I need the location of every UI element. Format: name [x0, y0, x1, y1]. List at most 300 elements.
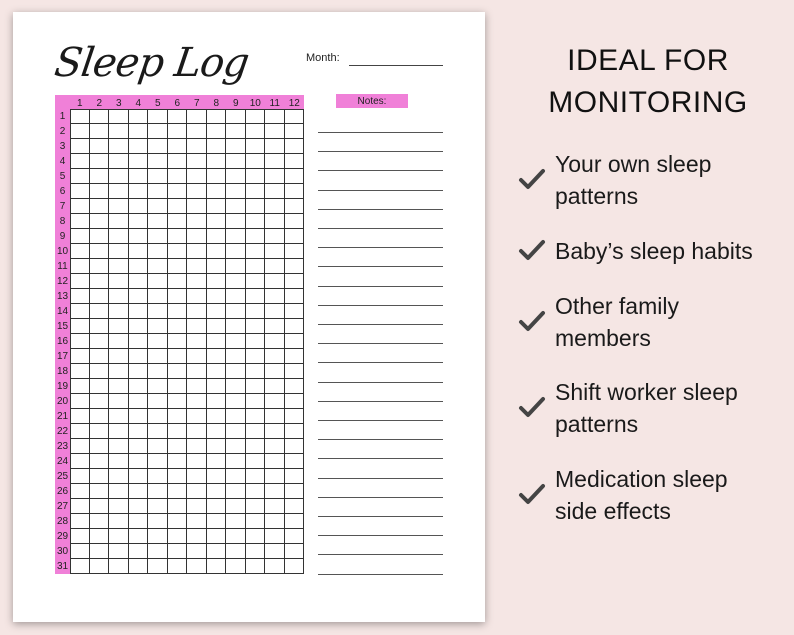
- sleep-grid-cell[interactable]: [70, 484, 90, 499]
- sleep-grid-cell[interactable]: [187, 319, 207, 334]
- sleep-grid-cell[interactable]: [207, 334, 227, 349]
- sleep-grid-cell[interactable]: [187, 199, 207, 214]
- sleep-grid-cell[interactable]: [109, 124, 129, 139]
- sleep-grid-cell[interactable]: [265, 304, 285, 319]
- sleep-grid-cell[interactable]: [148, 499, 168, 514]
- sleep-grid-cell[interactable]: [226, 409, 246, 424]
- sleep-grid-cell[interactable]: [148, 409, 168, 424]
- sleep-grid-cell[interactable]: [70, 229, 90, 244]
- sleep-grid-cell[interactable]: [246, 124, 266, 139]
- sleep-grid-cell[interactable]: [129, 139, 149, 154]
- sleep-grid-cell[interactable]: [187, 409, 207, 424]
- sleep-grid-cell[interactable]: [246, 304, 266, 319]
- sleep-grid-cell[interactable]: [285, 349, 305, 364]
- sleep-grid-cell[interactable]: [90, 469, 110, 484]
- sleep-grid-cell[interactable]: [148, 394, 168, 409]
- sleep-grid-cell[interactable]: [90, 214, 110, 229]
- sleep-grid-cell[interactable]: [90, 514, 110, 529]
- sleep-grid-cell[interactable]: [207, 184, 227, 199]
- sleep-grid-cell[interactable]: [129, 469, 149, 484]
- sleep-grid-cell[interactable]: [90, 184, 110, 199]
- sleep-grid-cell[interactable]: [109, 409, 129, 424]
- note-line[interactable]: [318, 170, 443, 171]
- sleep-grid-cell[interactable]: [226, 364, 246, 379]
- sleep-grid-cell[interactable]: [265, 139, 285, 154]
- sleep-grid-cell[interactable]: [109, 529, 129, 544]
- sleep-grid-cell[interactable]: [129, 424, 149, 439]
- sleep-grid-cell[interactable]: [285, 214, 305, 229]
- sleep-grid-cell[interactable]: [187, 139, 207, 154]
- sleep-grid-cell[interactable]: [285, 559, 305, 574]
- sleep-grid-cell[interactable]: [109, 469, 129, 484]
- sleep-grid-cell[interactable]: [148, 484, 168, 499]
- sleep-grid-cell[interactable]: [90, 424, 110, 439]
- sleep-grid-cell[interactable]: [246, 409, 266, 424]
- note-line[interactable]: [318, 516, 443, 517]
- note-line[interactable]: [318, 458, 443, 459]
- sleep-grid-cell[interactable]: [70, 124, 90, 139]
- sleep-grid-cell[interactable]: [285, 544, 305, 559]
- sleep-grid-cell[interactable]: [90, 199, 110, 214]
- sleep-grid-cell[interactable]: [129, 454, 149, 469]
- sleep-grid-cell[interactable]: [168, 214, 188, 229]
- sleep-grid-cell[interactable]: [187, 244, 207, 259]
- sleep-grid-cell[interactable]: [129, 169, 149, 184]
- sleep-grid-cell[interactable]: [129, 319, 149, 334]
- sleep-grid-cell[interactable]: [90, 274, 110, 289]
- sleep-grid-cell[interactable]: [109, 214, 129, 229]
- sleep-grid-cell[interactable]: [246, 469, 266, 484]
- sleep-grid-cell[interactable]: [226, 109, 246, 124]
- sleep-grid-cell[interactable]: [265, 349, 285, 364]
- sleep-grid-cell[interactable]: [148, 304, 168, 319]
- sleep-grid-cell[interactable]: [129, 499, 149, 514]
- sleep-grid-cell[interactable]: [148, 259, 168, 274]
- sleep-grid-cell[interactable]: [265, 499, 285, 514]
- sleep-grid-cell[interactable]: [90, 544, 110, 559]
- sleep-grid-cell[interactable]: [70, 169, 90, 184]
- sleep-grid-cell[interactable]: [246, 169, 266, 184]
- sleep-grid-cell[interactable]: [129, 544, 149, 559]
- sleep-grid-cell[interactable]: [129, 289, 149, 304]
- sleep-grid-cell[interactable]: [285, 394, 305, 409]
- sleep-grid-cell[interactable]: [70, 559, 90, 574]
- sleep-grid-cell[interactable]: [265, 439, 285, 454]
- sleep-grid-cell[interactable]: [207, 499, 227, 514]
- sleep-grid-cell[interactable]: [207, 244, 227, 259]
- sleep-grid-cell[interactable]: [285, 334, 305, 349]
- sleep-grid-cell[interactable]: [207, 379, 227, 394]
- sleep-grid-cell[interactable]: [148, 349, 168, 364]
- sleep-grid-cell[interactable]: [187, 424, 207, 439]
- sleep-grid-cell[interactable]: [187, 499, 207, 514]
- sleep-grid-cell[interactable]: [246, 334, 266, 349]
- sleep-grid-cell[interactable]: [168, 379, 188, 394]
- sleep-grid-cell[interactable]: [129, 379, 149, 394]
- sleep-grid-cell[interactable]: [285, 484, 305, 499]
- sleep-grid-cell[interactable]: [265, 184, 285, 199]
- note-line[interactable]: [318, 478, 443, 479]
- sleep-grid-cell[interactable]: [90, 529, 110, 544]
- sleep-grid-cell[interactable]: [168, 499, 188, 514]
- sleep-grid-cell[interactable]: [285, 304, 305, 319]
- sleep-grid-cell[interactable]: [148, 274, 168, 289]
- sleep-grid-cell[interactable]: [207, 199, 227, 214]
- sleep-grid-cell[interactable]: [187, 229, 207, 244]
- sleep-grid-cell[interactable]: [265, 154, 285, 169]
- sleep-grid-cell[interactable]: [187, 109, 207, 124]
- sleep-grid-cell[interactable]: [246, 139, 266, 154]
- sleep-grid-cell[interactable]: [226, 514, 246, 529]
- sleep-grid-cell[interactable]: [246, 424, 266, 439]
- sleep-grid-cell[interactable]: [90, 319, 110, 334]
- sleep-grid-cell[interactable]: [109, 484, 129, 499]
- sleep-grid-cell[interactable]: [129, 559, 149, 574]
- sleep-grid-cell[interactable]: [109, 184, 129, 199]
- sleep-grid-cell[interactable]: [90, 304, 110, 319]
- sleep-grid-cell[interactable]: [148, 319, 168, 334]
- sleep-grid-cell[interactable]: [129, 514, 149, 529]
- sleep-grid-cell[interactable]: [207, 529, 227, 544]
- sleep-grid-cell[interactable]: [246, 529, 266, 544]
- sleep-grid-cell[interactable]: [226, 214, 246, 229]
- note-line[interactable]: [318, 151, 443, 152]
- sleep-grid-cell[interactable]: [265, 259, 285, 274]
- sleep-grid-cell[interactable]: [129, 304, 149, 319]
- sleep-grid-cell[interactable]: [285, 364, 305, 379]
- sleep-grid-cell[interactable]: [168, 184, 188, 199]
- sleep-grid-cell[interactable]: [265, 529, 285, 544]
- sleep-grid-cell[interactable]: [148, 214, 168, 229]
- sleep-grid-cell[interactable]: [168, 469, 188, 484]
- sleep-grid-cell[interactable]: [148, 514, 168, 529]
- sleep-grid-cell[interactable]: [285, 184, 305, 199]
- sleep-grid-cell[interactable]: [148, 289, 168, 304]
- note-line[interactable]: [318, 228, 443, 229]
- sleep-grid-cell[interactable]: [70, 529, 90, 544]
- sleep-grid-cell[interactable]: [285, 439, 305, 454]
- sleep-grid-cell[interactable]: [70, 514, 90, 529]
- sleep-grid-cell[interactable]: [265, 229, 285, 244]
- sleep-grid-cell[interactable]: [70, 154, 90, 169]
- sleep-grid-cell[interactable]: [265, 124, 285, 139]
- sleep-grid-cell[interactable]: [109, 439, 129, 454]
- sleep-grid-cell[interactable]: [129, 214, 149, 229]
- sleep-grid-cell[interactable]: [90, 334, 110, 349]
- sleep-grid-cell[interactable]: [207, 544, 227, 559]
- sleep-grid-cell[interactable]: [246, 454, 266, 469]
- sleep-grid-cell[interactable]: [109, 379, 129, 394]
- sleep-grid-cell[interactable]: [109, 334, 129, 349]
- sleep-grid-cell[interactable]: [246, 259, 266, 274]
- sleep-grid-cell[interactable]: [226, 124, 246, 139]
- sleep-grid-cell[interactable]: [207, 139, 227, 154]
- sleep-grid-cell[interactable]: [246, 289, 266, 304]
- note-line[interactable]: [318, 497, 443, 498]
- sleep-grid-cell[interactable]: [226, 229, 246, 244]
- sleep-grid-cell[interactable]: [285, 229, 305, 244]
- sleep-grid-cell[interactable]: [265, 274, 285, 289]
- sleep-grid-cell[interactable]: [187, 184, 207, 199]
- sleep-grid-cell[interactable]: [226, 529, 246, 544]
- sleep-grid-cell[interactable]: [226, 484, 246, 499]
- sleep-grid-cell[interactable]: [246, 544, 266, 559]
- sleep-grid-cell[interactable]: [148, 529, 168, 544]
- sleep-grid-cell[interactable]: [207, 214, 227, 229]
- sleep-grid-cell[interactable]: [285, 274, 305, 289]
- sleep-grid-cell[interactable]: [207, 469, 227, 484]
- sleep-grid-cell[interactable]: [70, 544, 90, 559]
- sleep-grid-cell[interactable]: [168, 169, 188, 184]
- sleep-grid-cell[interactable]: [168, 409, 188, 424]
- sleep-grid-cell[interactable]: [207, 394, 227, 409]
- sleep-grid-cell[interactable]: [90, 394, 110, 409]
- sleep-grid-cell[interactable]: [207, 154, 227, 169]
- sleep-grid-cell[interactable]: [129, 439, 149, 454]
- sleep-grid-cell[interactable]: [70, 379, 90, 394]
- sleep-grid-cell[interactable]: [70, 334, 90, 349]
- sleep-grid-cell[interactable]: [187, 439, 207, 454]
- sleep-grid-cell[interactable]: [226, 334, 246, 349]
- sleep-grid-cell[interactable]: [246, 364, 266, 379]
- sleep-grid-cell[interactable]: [168, 559, 188, 574]
- sleep-grid-cell[interactable]: [168, 109, 188, 124]
- sleep-grid-cell[interactable]: [90, 169, 110, 184]
- sleep-grid-cell[interactable]: [109, 349, 129, 364]
- sleep-grid-cell[interactable]: [285, 514, 305, 529]
- sleep-grid-cell[interactable]: [285, 244, 305, 259]
- sleep-grid-cell[interactable]: [148, 544, 168, 559]
- sleep-grid-cell[interactable]: [148, 559, 168, 574]
- sleep-grid-cell[interactable]: [109, 154, 129, 169]
- note-line[interactable]: [318, 343, 443, 344]
- sleep-grid-cell[interactable]: [207, 319, 227, 334]
- sleep-grid-cell[interactable]: [109, 304, 129, 319]
- sleep-grid-cell[interactable]: [226, 424, 246, 439]
- sleep-grid-cell[interactable]: [109, 514, 129, 529]
- sleep-grid-cell[interactable]: [109, 139, 129, 154]
- sleep-grid-cell[interactable]: [70, 274, 90, 289]
- sleep-grid-cell[interactable]: [70, 304, 90, 319]
- sleep-grid-cell[interactable]: [70, 364, 90, 379]
- sleep-grid-cell[interactable]: [207, 229, 227, 244]
- sleep-grid-cell[interactable]: [187, 469, 207, 484]
- sleep-grid-cell[interactable]: [265, 394, 285, 409]
- sleep-grid-cell[interactable]: [285, 424, 305, 439]
- sleep-grid-cell[interactable]: [226, 274, 246, 289]
- sleep-grid-cell[interactable]: [70, 424, 90, 439]
- sleep-grid-cell[interactable]: [285, 109, 305, 124]
- sleep-grid-cell[interactable]: [285, 529, 305, 544]
- sleep-grid-cell[interactable]: [187, 559, 207, 574]
- sleep-grid-cell[interactable]: [187, 544, 207, 559]
- sleep-grid-cell[interactable]: [148, 424, 168, 439]
- sleep-grid-cell[interactable]: [168, 424, 188, 439]
- sleep-grid-cell[interactable]: [285, 379, 305, 394]
- sleep-grid-cell[interactable]: [148, 334, 168, 349]
- sleep-grid-cell[interactable]: [168, 484, 188, 499]
- sleep-grid-cell[interactable]: [109, 169, 129, 184]
- sleep-grid-cell[interactable]: [285, 499, 305, 514]
- sleep-grid-cell[interactable]: [285, 259, 305, 274]
- sleep-grid-cell[interactable]: [148, 169, 168, 184]
- sleep-grid-cell[interactable]: [148, 454, 168, 469]
- sleep-grid-cell[interactable]: [246, 244, 266, 259]
- sleep-grid-cell[interactable]: [226, 544, 246, 559]
- sleep-grid-cell[interactable]: [129, 124, 149, 139]
- sleep-grid-cell[interactable]: [70, 439, 90, 454]
- sleep-grid-cell[interactable]: [285, 469, 305, 484]
- sleep-grid-cell[interactable]: [246, 514, 266, 529]
- sleep-grid-cell[interactable]: [226, 499, 246, 514]
- note-line[interactable]: [318, 574, 443, 575]
- sleep-grid-cell[interactable]: [129, 394, 149, 409]
- sleep-grid-cell[interactable]: [109, 109, 129, 124]
- sleep-grid-cell[interactable]: [207, 424, 227, 439]
- sleep-grid-cell[interactable]: [109, 274, 129, 289]
- sleep-grid-cell[interactable]: [168, 364, 188, 379]
- sleep-grid-cell[interactable]: [90, 364, 110, 379]
- sleep-grid-cell[interactable]: [168, 349, 188, 364]
- sleep-grid-cell[interactable]: [168, 244, 188, 259]
- sleep-grid-cell[interactable]: [187, 514, 207, 529]
- sleep-grid-cell[interactable]: [70, 394, 90, 409]
- sleep-grid-cell[interactable]: [226, 184, 246, 199]
- sleep-grid-cell[interactable]: [129, 184, 149, 199]
- sleep-grid-cell[interactable]: [285, 154, 305, 169]
- sleep-grid-cell[interactable]: [90, 559, 110, 574]
- sleep-grid-cell[interactable]: [226, 199, 246, 214]
- sleep-grid-cell[interactable]: [246, 184, 266, 199]
- sleep-grid-cell[interactable]: [207, 439, 227, 454]
- sleep-grid-cell[interactable]: [109, 394, 129, 409]
- sleep-grid-cell[interactable]: [90, 244, 110, 259]
- sleep-grid-cell[interactable]: [226, 394, 246, 409]
- sleep-grid-cell[interactable]: [168, 289, 188, 304]
- sleep-grid-cell[interactable]: [129, 349, 149, 364]
- sleep-grid-cell[interactable]: [70, 184, 90, 199]
- sleep-grid-cell[interactable]: [129, 274, 149, 289]
- sleep-grid-cell[interactable]: [285, 199, 305, 214]
- sleep-grid-cell[interactable]: [265, 409, 285, 424]
- sleep-grid-cell[interactable]: [187, 394, 207, 409]
- sleep-grid-cell[interactable]: [285, 289, 305, 304]
- sleep-grid-cell[interactable]: [265, 109, 285, 124]
- sleep-grid-cell[interactable]: [265, 544, 285, 559]
- sleep-grid-cell[interactable]: [246, 214, 266, 229]
- sleep-grid-cell[interactable]: [129, 409, 149, 424]
- sleep-grid-cell[interactable]: [148, 379, 168, 394]
- sleep-grid-cell[interactable]: [207, 514, 227, 529]
- sleep-grid-cell[interactable]: [148, 244, 168, 259]
- sleep-grid-cell[interactable]: [207, 259, 227, 274]
- sleep-grid-cell[interactable]: [168, 454, 188, 469]
- sleep-grid-cell[interactable]: [226, 259, 246, 274]
- sleep-grid-cell[interactable]: [168, 544, 188, 559]
- sleep-grid-cell[interactable]: [207, 304, 227, 319]
- sleep-grid-cell[interactable]: [168, 124, 188, 139]
- sleep-grid-cell[interactable]: [168, 199, 188, 214]
- sleep-grid-cell[interactable]: [129, 484, 149, 499]
- sleep-grid-cell[interactable]: [129, 229, 149, 244]
- sleep-grid-cell[interactable]: [148, 364, 168, 379]
- sleep-grid-cell[interactable]: [109, 289, 129, 304]
- sleep-grid-cell[interactable]: [265, 199, 285, 214]
- note-line[interactable]: [318, 362, 443, 363]
- sleep-grid-cell[interactable]: [285, 124, 305, 139]
- sleep-grid-cell[interactable]: [265, 169, 285, 184]
- sleep-grid-cell[interactable]: [168, 274, 188, 289]
- sleep-grid-cell[interactable]: [226, 154, 246, 169]
- sleep-grid-cell[interactable]: [70, 319, 90, 334]
- sleep-grid-cell[interactable]: [148, 229, 168, 244]
- sleep-grid-cell[interactable]: [207, 169, 227, 184]
- sleep-grid-cell[interactable]: [207, 289, 227, 304]
- sleep-grid-cell[interactable]: [148, 469, 168, 484]
- sleep-grid-cell[interactable]: [168, 514, 188, 529]
- sleep-grid-cell[interactable]: [246, 229, 266, 244]
- sleep-grid-cell[interactable]: [168, 334, 188, 349]
- sleep-grid-cell[interactable]: [265, 454, 285, 469]
- sleep-grid-cell[interactable]: [70, 109, 90, 124]
- sleep-grid-cell[interactable]: [207, 484, 227, 499]
- sleep-grid-cell[interactable]: [285, 169, 305, 184]
- sleep-grid-cell[interactable]: [246, 199, 266, 214]
- sleep-grid-cell[interactable]: [265, 214, 285, 229]
- sleep-grid-cell[interactable]: [90, 439, 110, 454]
- sleep-grid-cell[interactable]: [187, 259, 207, 274]
- sleep-grid-cell[interactable]: [246, 499, 266, 514]
- sleep-grid-cell[interactable]: [168, 394, 188, 409]
- sleep-grid-cell[interactable]: [129, 529, 149, 544]
- sleep-grid-cell[interactable]: [207, 349, 227, 364]
- sleep-grid-cell[interactable]: [129, 244, 149, 259]
- sleep-grid-cell[interactable]: [187, 124, 207, 139]
- sleep-grid-cell[interactable]: [207, 409, 227, 424]
- sleep-grid-cell[interactable]: [285, 139, 305, 154]
- sleep-grid-cell[interactable]: [187, 304, 207, 319]
- sleep-grid-cell[interactable]: [168, 259, 188, 274]
- sleep-grid-cell[interactable]: [226, 289, 246, 304]
- sleep-grid-cell[interactable]: [70, 244, 90, 259]
- sleep-grid-cell[interactable]: [148, 199, 168, 214]
- sleep-grid-cell[interactable]: [70, 409, 90, 424]
- sleep-grid-cell[interactable]: [168, 229, 188, 244]
- sleep-grid-cell[interactable]: [226, 319, 246, 334]
- sleep-grid-cell[interactable]: [168, 439, 188, 454]
- sleep-grid-cell[interactable]: [265, 424, 285, 439]
- sleep-grid-cell[interactable]: [246, 109, 266, 124]
- sleep-grid-cell[interactable]: [187, 454, 207, 469]
- sleep-grid-cell[interactable]: [70, 499, 90, 514]
- sleep-grid-cell[interactable]: [265, 484, 285, 499]
- sleep-grid-cell[interactable]: [70, 199, 90, 214]
- sleep-grid-cell[interactable]: [207, 559, 227, 574]
- sleep-grid-cell[interactable]: [148, 439, 168, 454]
- sleep-grid-cell[interactable]: [129, 154, 149, 169]
- sleep-grid-cell[interactable]: [129, 109, 149, 124]
- sleep-grid-cell[interactable]: [265, 379, 285, 394]
- sleep-grid-cell[interactable]: [265, 469, 285, 484]
- sleep-grid-cell[interactable]: [187, 529, 207, 544]
- sleep-grid-cell[interactable]: [90, 484, 110, 499]
- sleep-grid-cell[interactable]: [129, 199, 149, 214]
- sleep-grid-cell[interactable]: [148, 139, 168, 154]
- sleep-grid-cell[interactable]: [90, 454, 110, 469]
- sleep-grid-cell[interactable]: [226, 244, 246, 259]
- sleep-grid-cell[interactable]: [148, 154, 168, 169]
- sleep-grid-cell[interactable]: [226, 304, 246, 319]
